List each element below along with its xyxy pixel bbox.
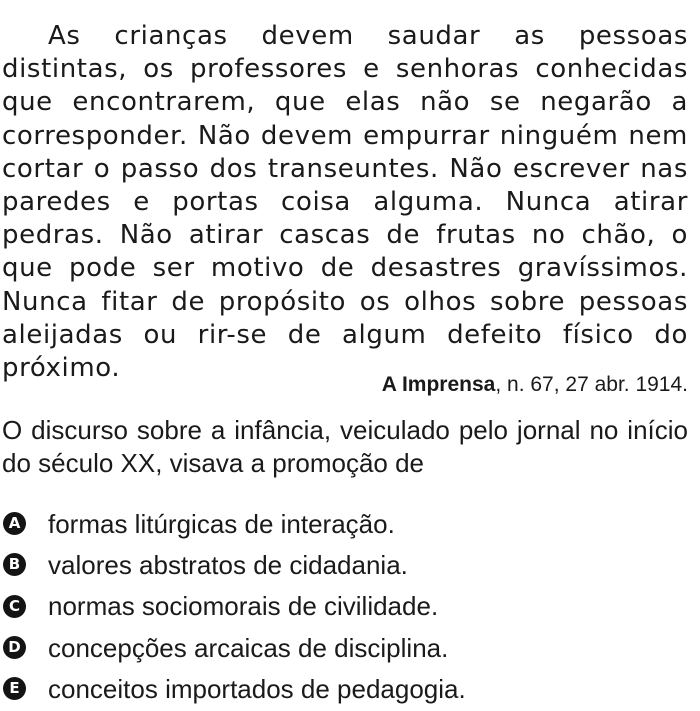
option-c-letter-badge: C [3,595,26,618]
option-c[interactable] [0,586,700,627]
option-a-text: formas litúrgicas de interação. [48,508,395,539]
option-d-text: concepções arcaicas de disciplina. [48,632,449,663]
option-e-text: conceitos importados de pedagogia. [48,673,466,704]
answer-options [0,503,700,709]
question-stem: O discurso sobre a infância, veiculado pelo jornal no início do século XX, visava a promoção de [2,415,688,478]
option-d-letter-badge: D [3,636,26,659]
source-details: , n. 67, 27 abr. 1914. [495,373,688,396]
option-b[interactable] [0,544,700,585]
option-a[interactable] [0,503,700,544]
option-d[interactable] [0,627,700,668]
option-b-text: valores abstratos de cidadania. [48,549,408,580]
source-citation [382,372,688,398]
option-a-letter-badge: A [3,512,26,535]
source-journal-name: A Imprensa [381,373,496,396]
option-e-letter-badge: E [3,677,26,700]
option-e[interactable] [0,668,700,709]
passage-text: As crianças devem saudar as pessoas distintas, os professores e senhoras conhecidas que encontrarem, que elas não se negarão a corresponder. Não devem empurrar ninguém nem cortar o passo dos transeuntes. Não escrever nas paredes e portas coisa alguma. Nunca atirar pedras. Não atirar cascas de frutas no chão, o que pode ser motivo de desastres gravíssimos. Nunca fitar de propósito os olhos sobre pessoas aleijadas ou rir-se de algum defeito físico do próximo. [2,21,688,384]
option-b-letter-badge: B [3,553,26,576]
option-c-text: normas sociomorais de civilidade. [48,591,439,622]
